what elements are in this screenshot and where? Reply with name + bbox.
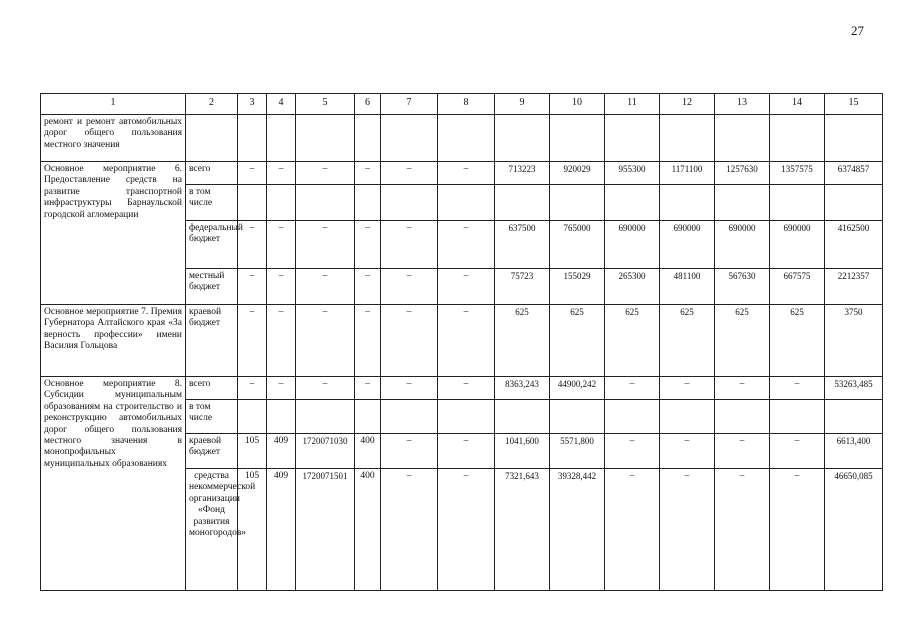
cell-value: 625: [605, 305, 660, 377]
cell-value: 713223: [495, 162, 550, 185]
cell-value: 265300: [605, 269, 660, 305]
cell-value: –: [238, 221, 267, 269]
cell-value: 625: [495, 305, 550, 377]
cell-value: 44900,242: [550, 377, 605, 400]
cell-value: –: [438, 162, 495, 185]
cell-value: –: [238, 305, 267, 377]
cell-value: 625: [770, 305, 825, 377]
funding-source: местный бюджет: [186, 269, 238, 305]
cell-value: –: [660, 377, 715, 400]
page-number: 27: [851, 23, 864, 38]
cell-value: 6374857: [825, 162, 883, 185]
header-cell: 6: [355, 94, 381, 115]
cell-value: 765000: [550, 221, 605, 269]
cell-value: –: [355, 377, 381, 400]
cell-value: 8363,243: [495, 377, 550, 400]
activity-description: Основное мероприятие 7. Премия Губернатора Алтайского края «За верность профессии» имени Василия Гольцова: [41, 305, 186, 377]
header-cell: 1: [41, 94, 186, 115]
cell-value: –: [715, 469, 770, 591]
header-cell: 3: [238, 94, 267, 115]
header-cell: 10: [550, 94, 605, 115]
cell-value: –: [267, 377, 296, 400]
funding-source: всего: [186, 377, 238, 400]
funding-source: федеральный бюджет: [186, 221, 238, 269]
funding-source: всего: [186, 162, 238, 185]
activity-description: Основное мероприятие 6. Предоставление средств на развитие транспортной инфраструктуры Барнаульской городской агломерации: [41, 162, 186, 305]
cell-value: –: [605, 377, 660, 400]
cell-value: –: [296, 377, 355, 400]
header-cell: 12: [660, 94, 715, 115]
header-cell: 4: [267, 94, 296, 115]
cell-value: 637500: [495, 221, 550, 269]
cell-value: 6613,400: [825, 434, 883, 469]
cell-value: 690000: [605, 221, 660, 269]
cell-value: –: [381, 377, 438, 400]
cell-value: –: [605, 434, 660, 469]
cell-value: –: [238, 162, 267, 185]
cell-value: 75723: [495, 269, 550, 305]
header-cell: 14: [770, 94, 825, 115]
budget-table: [40, 93, 883, 591]
cell-value: –: [355, 269, 381, 305]
cell-value: –: [770, 469, 825, 591]
cell-value: –: [296, 162, 355, 185]
cell-value: 5571,800: [550, 434, 605, 469]
table-row: [41, 305, 883, 377]
cell-value: 690000: [770, 221, 825, 269]
cell-value: 1720071501: [296, 469, 355, 591]
cell-value: 39328,442: [550, 469, 605, 591]
cell-value: –: [381, 434, 438, 469]
header-cell: 8: [438, 94, 495, 115]
cell-value: –: [438, 305, 495, 377]
cell-value: –: [438, 377, 495, 400]
activity-description: ремонт и ремонт автомобильных дорог общего пользования местного значения: [41, 115, 186, 162]
cell-value: 955300: [605, 162, 660, 185]
cell-value: –: [267, 269, 296, 305]
cell-value: –: [381, 162, 438, 185]
cell-value: 481100: [660, 269, 715, 305]
table-row: [41, 115, 883, 162]
cell-value: 920029: [550, 162, 605, 185]
header-cell: 2: [186, 94, 238, 115]
cell-value: 4162500: [825, 221, 883, 269]
cell-value: 53263,485: [825, 377, 883, 400]
cell-value: –: [605, 469, 660, 591]
cell-value: 690000: [715, 221, 770, 269]
cell-value: –: [715, 434, 770, 469]
cell-value: 7321,643: [495, 469, 550, 591]
cell-value: 1720071030: [296, 434, 355, 469]
table-row: [41, 377, 883, 400]
cell-value: 3750: [825, 305, 883, 377]
cell-value: 690000: [660, 221, 715, 269]
cell-value: 567630: [715, 269, 770, 305]
funding-source: средства некоммерческой организации «Фонд развития моногородов»: [186, 469, 238, 591]
cell-value: –: [438, 221, 495, 269]
cell-value: 1171100: [660, 162, 715, 185]
funding-source: в том числе: [186, 185, 238, 221]
cell-value: 409: [267, 469, 296, 591]
cell-value: –: [381, 221, 438, 269]
cell-value: –: [267, 162, 296, 185]
cell-value: –: [238, 269, 267, 305]
cell-value: 667575: [770, 269, 825, 305]
activity-description: Основное мероприятие 8. Субсидии муниципальным образованиям на строительство и реконструкцию автомобильных дорог общего пользования местного значения в монопрофильных муниципальных образованиях: [41, 377, 186, 591]
cell-value: 1257630: [715, 162, 770, 185]
cell-value: –: [381, 469, 438, 591]
cell-value: –: [267, 305, 296, 377]
cell-value: 105: [238, 469, 267, 591]
header-row: [41, 94, 883, 115]
cell-value: –: [438, 269, 495, 305]
cell-value: –: [355, 221, 381, 269]
cell-value: –: [238, 377, 267, 400]
cell-value: 625: [660, 305, 715, 377]
funding-source: краевой бюджет: [186, 305, 238, 377]
cell-value: 1357575: [770, 162, 825, 185]
header-cell: 5: [296, 94, 355, 115]
header-cell: 13: [715, 94, 770, 115]
cell-value: 155029: [550, 269, 605, 305]
table-row: [41, 162, 883, 185]
cell-value: –: [355, 305, 381, 377]
cell-value: –: [296, 269, 355, 305]
cell-value: –: [660, 434, 715, 469]
cell-value: –: [715, 377, 770, 400]
header-cell: 15: [825, 94, 883, 115]
cell-value: –: [355, 162, 381, 185]
cell-value: 2212357: [825, 269, 883, 305]
cell-value: 46650,085: [825, 469, 883, 591]
cell-value: 400: [355, 434, 381, 469]
cell-value: –: [770, 434, 825, 469]
cell-value: –: [296, 221, 355, 269]
cell-value: –: [660, 469, 715, 591]
header-cell: 11: [605, 94, 660, 115]
cell-value: 105: [238, 434, 267, 469]
cell-value: –: [770, 377, 825, 400]
funding-source: в том числе: [186, 400, 238, 434]
cell-value: –: [381, 269, 438, 305]
cell-value: 1041,600: [495, 434, 550, 469]
header-cell: 9: [495, 94, 550, 115]
cell-value: –: [267, 221, 296, 269]
cell-value: –: [438, 434, 495, 469]
cell-value: –: [381, 305, 438, 377]
cell-value: –: [296, 305, 355, 377]
cell-value: 409: [267, 434, 296, 469]
cell-value: 625: [715, 305, 770, 377]
cell-value: –: [438, 469, 495, 591]
funding-source: краевой бюджет: [186, 434, 238, 469]
header-cell: 7: [381, 94, 438, 115]
cell-value: 400: [355, 469, 381, 591]
cell-value: 625: [550, 305, 605, 377]
